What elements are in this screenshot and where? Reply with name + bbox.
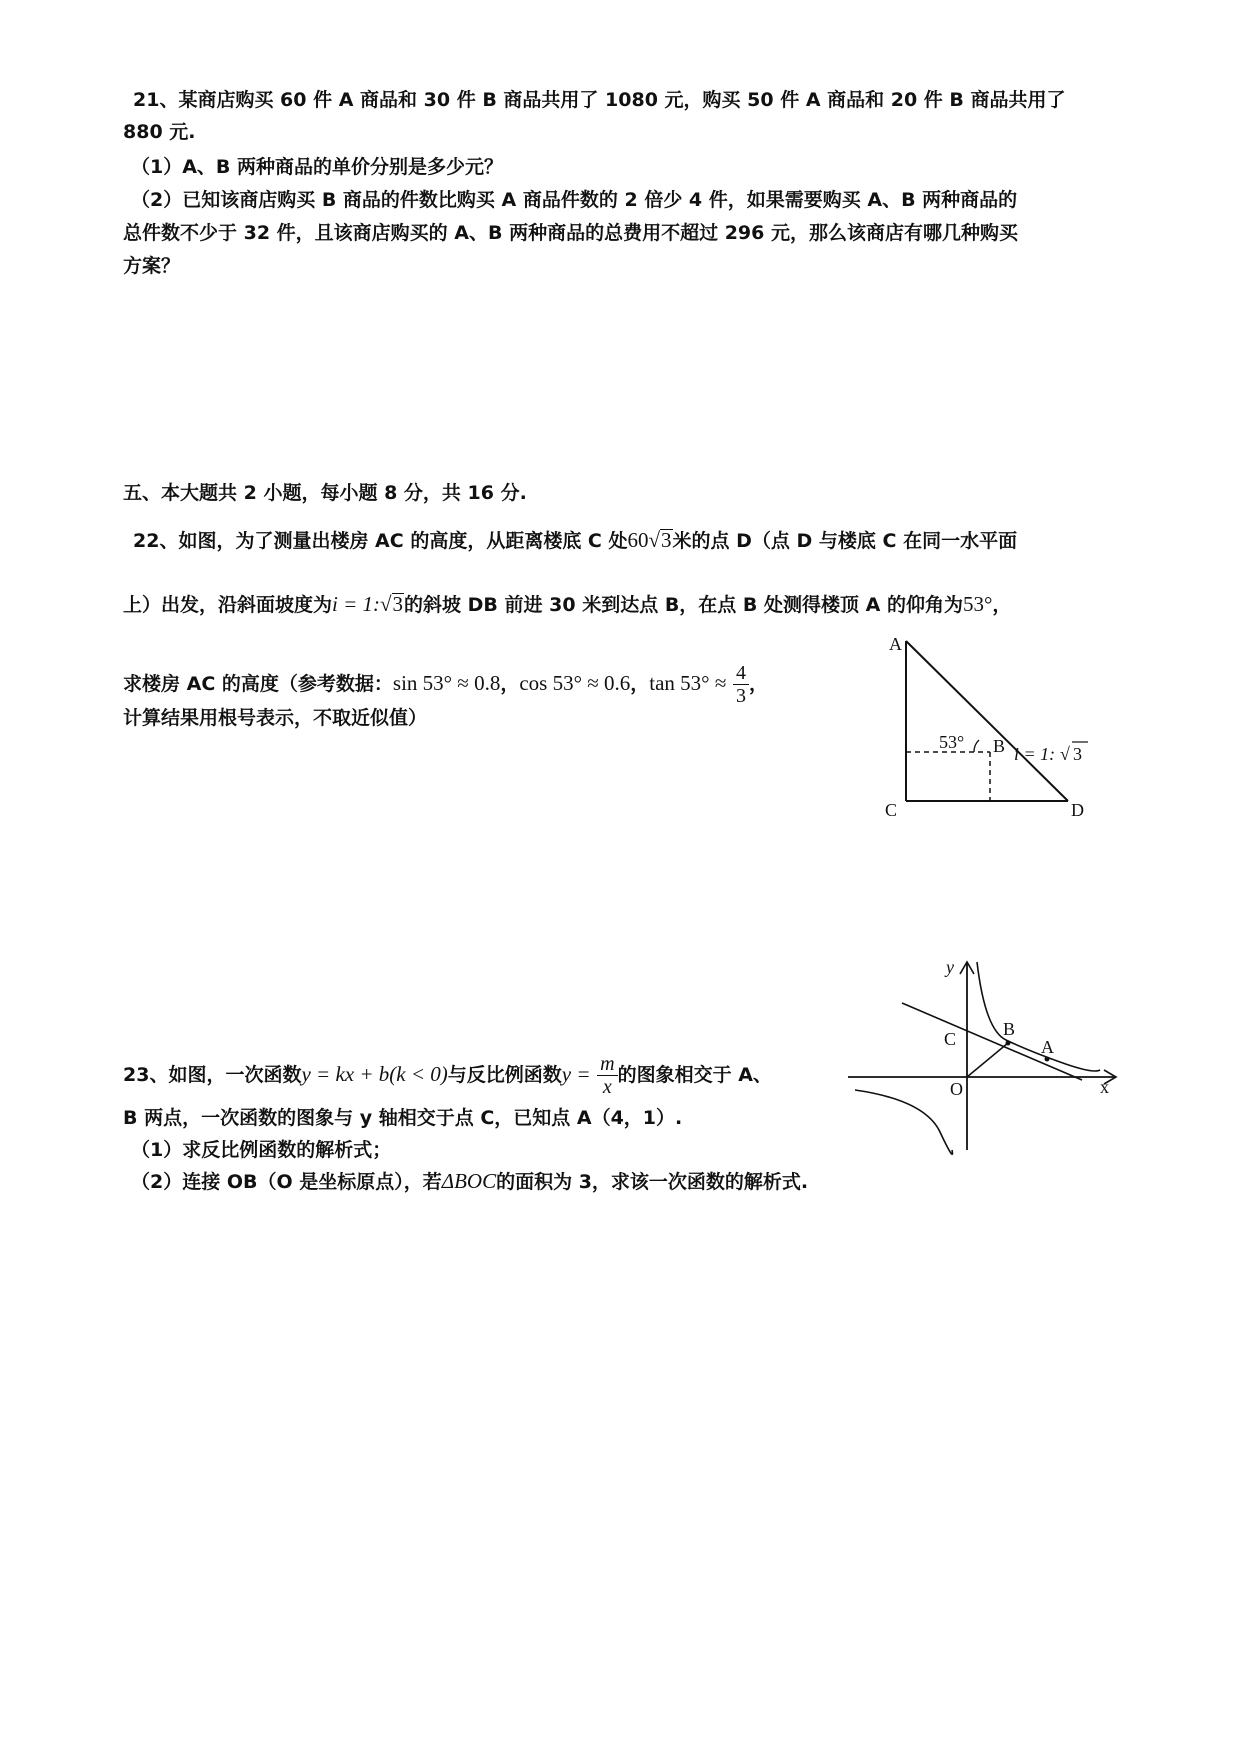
q21-line-1: 21、某商店购买 60 件 A 商品和 30 件 B 商品共用了 1080 元，购买 50 件 A 商品和 20 件 B 商品共用了 (133, 89, 1066, 111)
label-slope: i = 1: (1014, 744, 1056, 764)
q23-triangle-boc: ΔBOC (441, 1169, 497, 1193)
q21-part-2-line-2: 总件数不少于 32 件，且该商店购买的 A、B 两种商品的总费用不超过 296 元，那么该商店有哪几种购买 (123, 222, 1018, 244)
q23-line-2: B 两点，一次函数的图象与 y 轴相交于点 C，已知点 A（4，1）. (123, 1107, 683, 1129)
label-x: x (1100, 1077, 1109, 1097)
q22-angle-math: 53° (962, 592, 993, 616)
label-slope-radical-sign: √ (1060, 744, 1070, 764)
q23-part-2-text-b: 的面积为 3，求该一次函数的解析式. (496, 1171, 809, 1193)
q22-slope-math: i = 1:√3 (332, 592, 404, 616)
label-d: D (1071, 800, 1084, 820)
label-slope-radical: 3 (1073, 744, 1082, 764)
q22-distance-math: 60√3 (627, 528, 672, 552)
q22-line-1-text-a: 22、如图，为了测量出楼房 AC 的高度，从距离楼底 C 处 (133, 530, 628, 552)
q22-tan-fraction: $\frac{4}{3}$ (733, 662, 749, 707)
q22-cos-value: cos 53° ≈ 0.6 (519, 671, 631, 695)
q22-line-3-text-a: 求楼房 AC 的高度（参考数据： (123, 673, 393, 695)
q23-inverse-function: y = (561, 1062, 591, 1086)
q22-tan-value: tan 53° ≈ (649, 671, 727, 695)
hyperbola-branch-2 (855, 1090, 953, 1154)
q22-line-2: 上）出发，沿斜面坡度为i = 1:√3的斜坡 DB 前进 30 米到达点 B，在点 B 处测得楼顶 A 的仰角为53°， (123, 592, 1012, 616)
q23-line-1-text-a: 23、如图，一次函数 (123, 1064, 302, 1086)
label-b: B (993, 736, 1006, 756)
q22-line-4: 计算结果用根号表示，不取近似值） (123, 707, 428, 729)
linear-function-line (902, 1003, 1082, 1080)
q22-line-1-text-b: 米的点 D（点 D 与楼底 C 在同一水平面 (672, 530, 1018, 552)
label-a: A (889, 634, 902, 654)
label-o: O (950, 1079, 963, 1099)
point-b (1006, 1041, 1011, 1046)
q23-fraction: $\frac{m}{x}$ (597, 1053, 617, 1098)
q23-part-1: （1）求反比例函数的解析式； (131, 1139, 392, 1161)
label-b: B (1003, 1019, 1016, 1039)
segment-ob (967, 1043, 1008, 1077)
q22-line-2-text-b: 的斜坡 DB 前进 30 米到达点 B，在点 B 处测得楼顶 A 的仰角为 (404, 594, 963, 616)
q22-line-2-text-a: 上）出发，沿斜面坡度为 (123, 594, 333, 616)
q23-part-2-text-a: （2）连接 OB（O 是坐标原点），若 (131, 1171, 442, 1193)
q21-part-1: （1）A、B 两种商品的单价分别是多少元？ (131, 156, 504, 178)
q23-line-1-text-c: 的图象相交于 A、 (617, 1064, 772, 1086)
q23-line-1-text-b: 与反比例函数 (447, 1064, 562, 1086)
label-angle: 53° (939, 732, 965, 752)
q21-part-2-line-3: 方案？ (123, 255, 181, 277)
q22-sin-value: sin 53° ≈ 0.8 (392, 671, 501, 695)
label-c: C (944, 1029, 957, 1049)
q21-part-2-line-1: （2）已知该商店购买 B 商品的件数比购买 A 商品件数的 2 倍少 4 件，如果需要购买 A、B 两种商品的 (131, 189, 1018, 211)
label-y: y (946, 957, 954, 977)
q22-line-3: 求楼房 AC 的高度（参考数据：sin 53° ≈ 0.8，cos 53° ≈ 0.6，tan 53° ≈ $\frac{4}{3}$ ， (123, 662, 769, 707)
q23-linear-function: y = kx + b(k < 0) (301, 1062, 448, 1086)
q21-line-2: 880 元. (123, 121, 196, 143)
section-5-heading: 五、本大题共 2 小题，每小题 8 分，共 16 分. (123, 482, 527, 504)
point-a (1045, 1057, 1050, 1062)
label-a: A (1041, 1037, 1054, 1057)
label-c: C (885, 800, 898, 820)
hyperbola-branch-1 (977, 962, 1100, 1071)
